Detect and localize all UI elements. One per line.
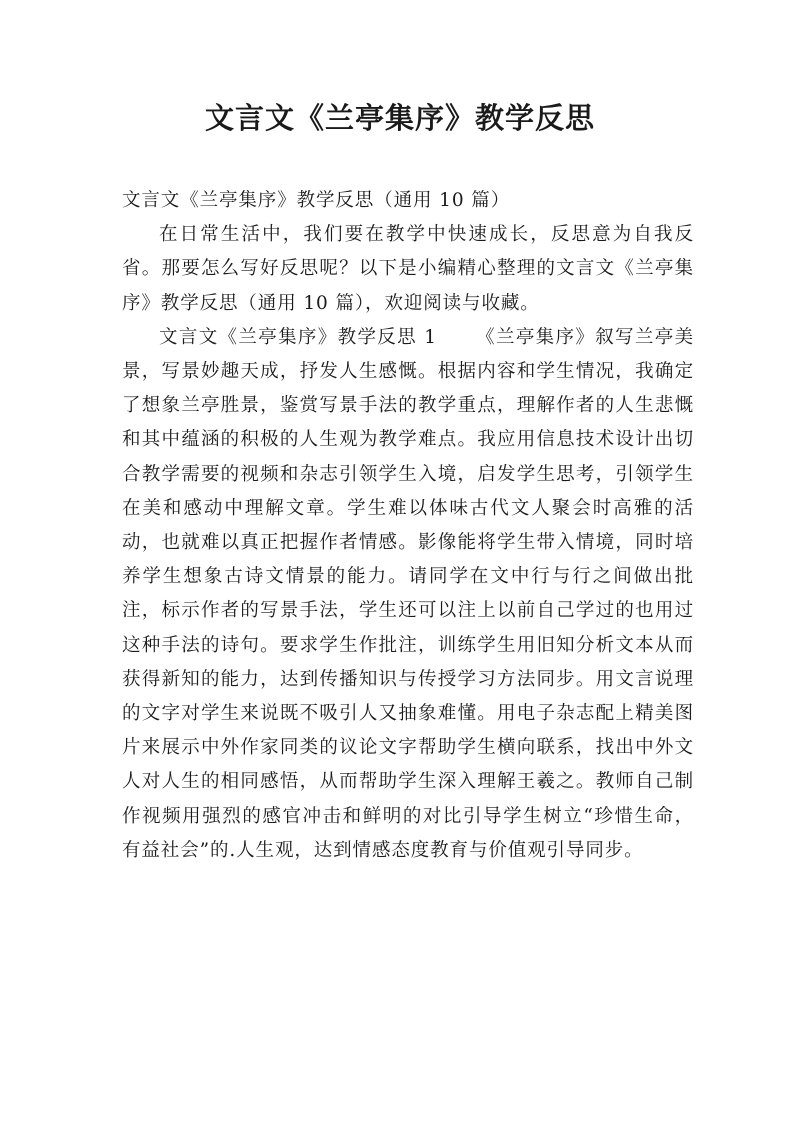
intro-paragraph: 在日常生活中，我们要在教学中快速成长，反思意为自我反省。那要怎么写好反思呢？以下是小编精心整理的文言文《兰亭集序》教学反思（通用 10 篇），欢迎阅读与收藏。 [122, 224, 694, 314]
document-title: 文言文《兰亭集序》教学反思 [204, 101, 595, 135]
document-body [122, 184, 694, 868]
section-1-heading: 文言文《兰亭集序》教学反思 1 [159, 326, 437, 348]
document-subtitle: 文言文《兰亭集序》教学反思（通用 10 篇） [122, 190, 511, 211]
section-1-paragraph [122, 321, 694, 868]
section-1-body: 《兰亭集序》叙写兰亭美景，写景妙趣天成，抒发人生感慨。根据内容和学生情况，我确定了想象兰亭胜景，鉴赏写景手法的教学重点，理解作者的人生悲慨和其中蕴涵的积极的人生观为教学难点。我应用信息技术设计出切合教学需要的视频和杂志引领学生入境，启发学生思考，引领学生在美和感动中理解文章。学生难以体味古代文人聚会时高雅的活动，也就难以真正把握作者情感。影像能将学生带入情境，同时培养学生想象古诗文情景的能力。请同学在文中行与行之间做出批注，标示作者的写景手法，学生还可以注上以前自己学过的也用过这种手法的诗句。要求学生作批注，训练学生用旧知分析文本从而获得新知的能力，达到传播知识与传授学习方法同步。用文言说理的文字对学生来说既不吸引人又抽象难懂。用电子杂志配上精美图片来展示中外作家同类的议论文字帮助学生横向联系，找出中外文人对人生的相同感悟，从而帮助学生深入理解王羲之。教师自己制作视频用强烈的感官冲击和鲜明的对比引导学生树立“珍惜生命，有益社会”的.人生观，达到情感态度教育与价值观引导同步。 [122, 326, 694, 861]
heading-gap [437, 327, 476, 348]
